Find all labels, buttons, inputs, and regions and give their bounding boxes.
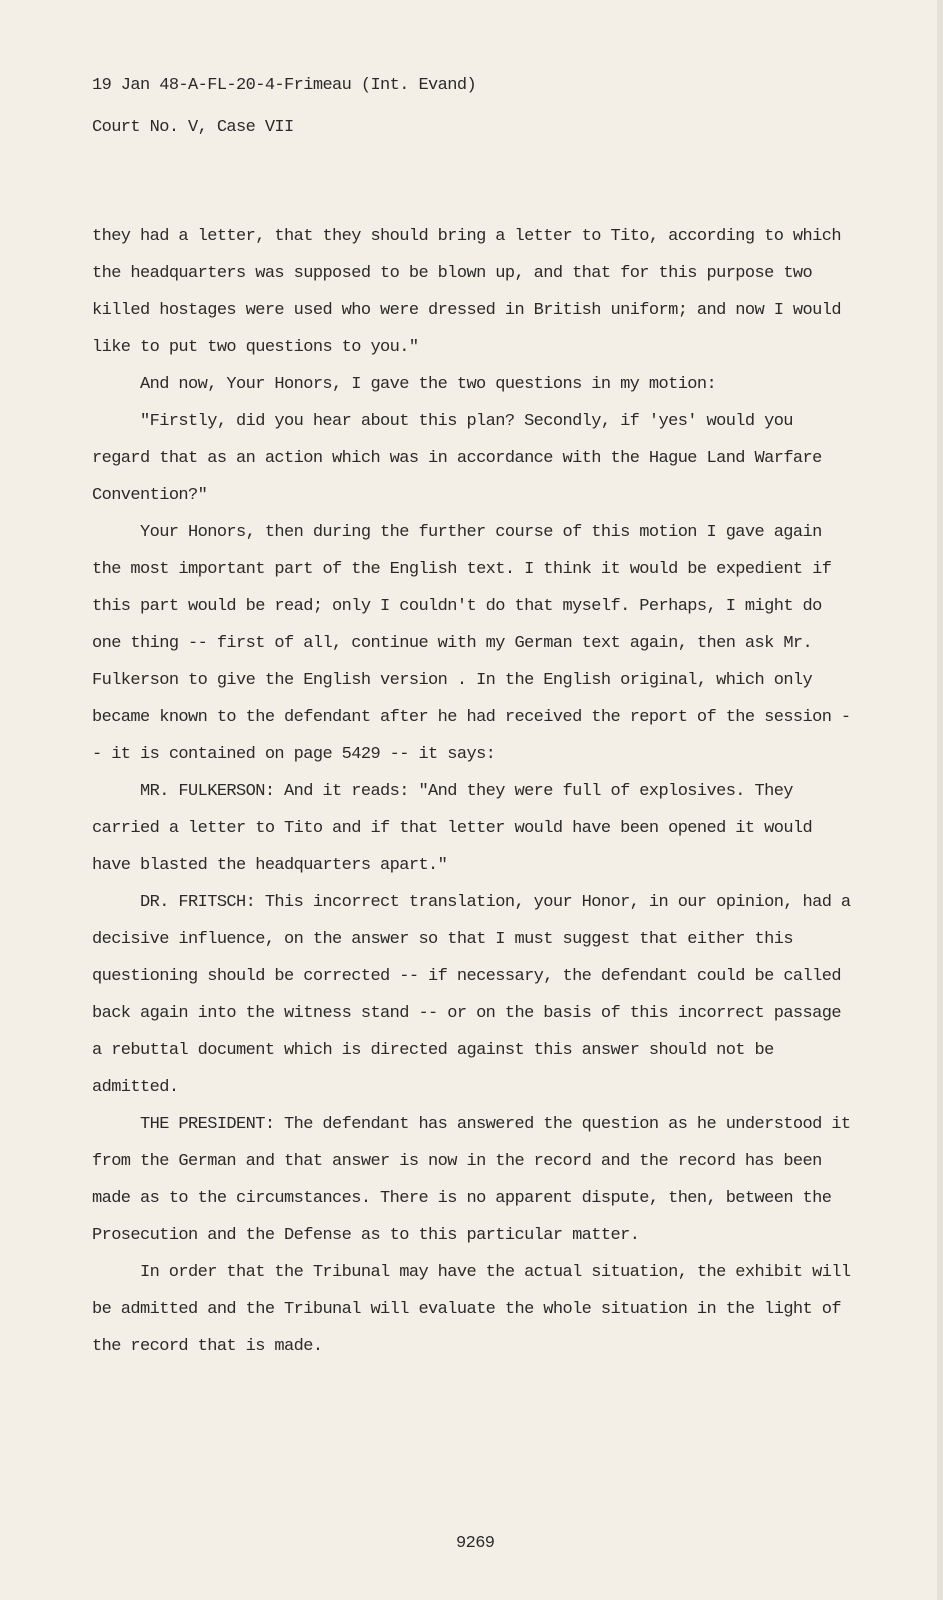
header-reference-line: 19 Jan 48-A-FL-20-4-Frimeau (Int. Evand) <box>92 76 477 95</box>
paragraph-questions-quote: "Firstly, did you hear about this plan? Secondly, if 'yes' would you regard that as an action which was in accordance with the Hague Land Warfare Convention?" <box>92 412 822 505</box>
paragraph-fulkerson: MR. FULKERSON: And it reads: "And they were full of explosives. They carried a letter to Tito and if that letter would have been opened it would have blasted the headquarters apart." <box>92 782 813 875</box>
paragraph-continued-quote: they had a letter, that they should bring a letter to Tito, according to which the headquarters was supposed to be blown up, and that for this purpose two killed hostages were used who were dressed in British uniform; and now I would like to put two questions to you." <box>92 227 841 357</box>
paragraph-president: THE PRESIDENT: The defendant has answered the question as he understood it from the German and that answer is now in the record and the record has been made as to the circumstances. There is no apparent dispute, then, between the Prosecution and the Defense as to this particular matter. <box>92 1115 851 1245</box>
header-court-line: Court No. V, Case VII <box>92 118 294 137</box>
paragraph-tribunal-ruling: In order that the Tribunal may have the actual situation, the exhibit will be admitted and the Tribunal will evaluate the whole situation in the light of the record that is made. <box>92 1263 851 1356</box>
paragraph-two-questions: And now, Your Honors, I gave the two questions in my motion: <box>140 375 717 394</box>
transcript-body <box>92 218 860 1365</box>
paragraph-fritsch: DR. FRITSCH: This incorrect translation, your Honor, in our opinion, had a decisive influence, on the answer so that I must suggest that either this questioning should be corrected -- if necessary, the defendant could be called back again into the witness stand -- or on the basis of this incorrect passage a rebuttal document which is directed against this answer should not be admitted. <box>92 893 851 1097</box>
page-number: 9269 <box>456 1534 495 1553</box>
page-edge <box>937 0 943 1600</box>
paragraph-your-honors: Your Honors, then during the further course of this motion I gave again the most important part of the English text. I think it would be expedient if this part would be read; only I couldn't do that myself. Perhaps, I might do one thing -- first of all, continue with my German text again, then ask Mr. Fulkerson to give the English version . In the English original, which only became known to the defendant after he had received the report of the session -- it is contained on page 5429 -- it says: <box>92 523 851 764</box>
